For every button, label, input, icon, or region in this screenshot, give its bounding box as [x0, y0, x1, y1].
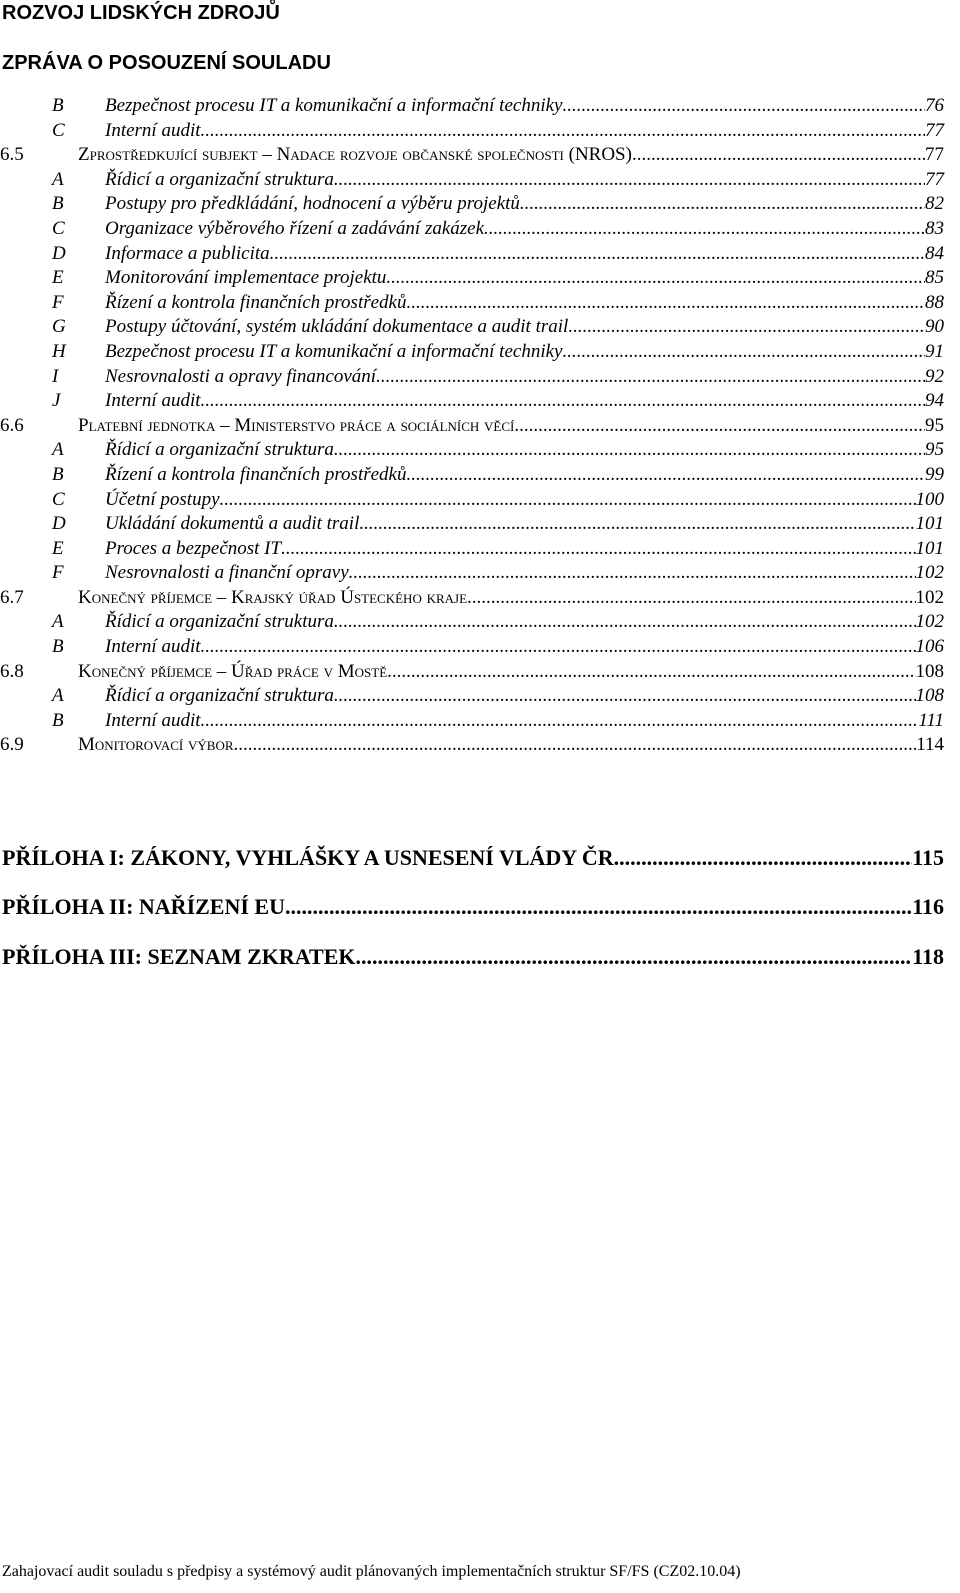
toc-subsection-entry[interactable] — [0, 315, 960, 340]
toc-subsection-entry[interactable] — [0, 242, 960, 267]
toc-page-number: 99 — [925, 463, 944, 485]
toc-leader-dots — [281, 537, 915, 562]
toc-leader-dots — [386, 266, 925, 291]
toc-subsection-entry[interactable] — [0, 389, 960, 414]
toc-entry-number: A — [52, 611, 64, 633]
toc-section-entry[interactable] — [0, 586, 960, 611]
toc-entry-title: Interní audit — [105, 390, 201, 412]
toc-entry-title: Řízení a kontrola finančních prostředků — [105, 291, 407, 313]
toc-entry-number: D — [52, 513, 66, 535]
toc-entry-number: 6.7 — [0, 586, 24, 608]
toc-leader-dots — [520, 192, 925, 217]
toc-entry-body — [105, 463, 944, 488]
toc-page-number: 83 — [925, 217, 944, 239]
toc-entry-title: Řídicí a organizační struktura — [105, 685, 334, 707]
document-subtitle: ZPRÁVA O POSOUZENÍ SOULADU — [2, 52, 331, 74]
toc-page-number: 115 — [912, 845, 944, 870]
toc-page-number: 82 — [925, 193, 944, 215]
toc-leader-dots — [201, 635, 916, 660]
toc-leader-dots — [359, 512, 915, 537]
toc-entry-body — [105, 610, 944, 635]
toc-entry-title: Bezpečnost procesu IT a komunikační a informační techniky — [105, 95, 563, 116]
toc-entry-number: G — [52, 316, 66, 338]
toc-page-number: 101 — [915, 537, 944, 559]
toc-entry-title: Postupy pro předkládání, hodnocení a výběru projektů — [105, 193, 520, 215]
toc-entry-number: 6.5 — [0, 144, 24, 166]
toc-entry-body — [78, 414, 944, 439]
toc-entry-title: Účetní postupy — [105, 488, 220, 510]
toc-leader-dots — [407, 291, 926, 316]
toc-entry-number: B — [52, 463, 64, 485]
toc-entry-body — [105, 119, 944, 144]
toc-page-number: 101 — [915, 513, 944, 535]
toc-entry-number: C — [52, 488, 65, 510]
toc-page-number: 77 — [925, 119, 944, 141]
toc-subsection-entry[interactable] — [0, 291, 960, 316]
toc-leader-dots — [387, 660, 915, 685]
toc-entry-body — [105, 192, 944, 217]
toc-annex-2[interactable] — [2, 893, 944, 921]
toc-entry-body — [105, 291, 944, 316]
toc-entry-number: 6.9 — [0, 734, 24, 756]
toc-page-number: 116 — [912, 894, 944, 919]
toc-page-number: 100 — [915, 488, 944, 510]
toc-entry-number: A — [52, 439, 64, 461]
toc-entry-title: Nesrovnalosti a finanční opravy — [105, 562, 349, 584]
toc-leader-dots — [234, 733, 917, 758]
toc-leader-dots — [407, 463, 926, 488]
toc-leader-dots — [201, 119, 925, 144]
toc-leader-dots — [334, 168, 925, 193]
toc-entry-body — [78, 733, 944, 758]
table-of-contents — [0, 94, 960, 758]
toc-leader-dots — [334, 684, 916, 709]
toc-entry-title: Konečný příjemce – Krajský úřad Ústeckého kraje — [78, 586, 468, 608]
toc-leader-dots — [355, 943, 912, 971]
toc-entry-number: I — [52, 365, 59, 387]
toc-page-number: 108 — [915, 685, 944, 707]
toc-entry-title: Konečný příjemce – Úřad práce v Mostě — [78, 660, 388, 682]
toc-entry-title: Nesrovnalosti a opravy financování — [105, 365, 377, 387]
toc-page-number: 102 — [915, 586, 944, 608]
toc-entry-title: Ukládání dokumentů a audit trail — [105, 513, 360, 535]
toc-entry-number: D — [52, 242, 66, 264]
toc-subsection-entry[interactable] — [0, 463, 960, 488]
toc-entry-number: A — [52, 685, 64, 707]
toc-page-number: 88 — [925, 291, 944, 313]
toc-entry-body — [105, 217, 944, 242]
toc-leader-dots — [568, 315, 925, 340]
toc-annex-title: PŘÍLOHA I: ZÁKONY, VYHLÁŠKY A USNESENÍ VLÁDY ČR — [2, 845, 614, 870]
toc-section-entry[interactable] — [0, 660, 960, 685]
toc-annex-title: PŘÍLOHA III: SEZNAM ZKRATEK — [2, 944, 356, 969]
toc-leader-dots — [201, 389, 925, 414]
toc-entry-title: Monitorovací výbor — [78, 734, 234, 756]
toc-leader-dots — [270, 242, 925, 267]
toc-page-number: 102 — [915, 562, 944, 584]
toc-page-number: 76 — [925, 95, 944, 116]
toc-entry-number: H — [52, 340, 66, 362]
toc-page-number: 111 — [918, 709, 944, 731]
toc-entry-body — [105, 315, 944, 340]
toc-subsection-entry[interactable] — [0, 192, 960, 217]
toc-subsection-entry[interactable] — [0, 340, 960, 365]
toc-entry-number: C — [52, 119, 65, 141]
toc-page-number: 118 — [912, 944, 944, 969]
toc-entry-body — [105, 537, 944, 562]
toc-entry-body — [105, 561, 944, 586]
toc-entry-body — [105, 365, 944, 390]
toc-subsection-entry[interactable] — [0, 488, 960, 513]
toc-leader-dots — [614, 844, 913, 872]
toc-annex-1[interactable] — [2, 844, 944, 872]
toc-page-number: 77 — [925, 144, 944, 166]
toc-entry-body — [105, 389, 944, 414]
toc-page-number: 106 — [915, 636, 944, 658]
toc-leader-dots — [285, 893, 912, 921]
toc-annex-title: PŘÍLOHA II: NAŘÍZENÍ EU — [2, 894, 285, 919]
toc-subsection-entry[interactable] — [0, 537, 960, 562]
toc-leader-dots — [632, 143, 925, 168]
toc-leader-dots — [349, 561, 916, 586]
toc-entry-number: 6.8 — [0, 660, 24, 682]
toc-section-entry[interactable] — [0, 143, 960, 168]
toc-subsection-entry[interactable] — [0, 168, 960, 193]
toc-entry-title: Informace a publicita — [105, 242, 270, 264]
toc-entry-title: Interní audit — [105, 119, 201, 141]
toc-subsection-entry[interactable] — [0, 119, 960, 144]
toc-entry-body — [105, 94, 944, 119]
toc-subsection-entry[interactable] — [0, 709, 960, 734]
toc-entry-title: Monitorování implementace projektu — [105, 267, 387, 289]
toc-leader-dots — [467, 586, 915, 611]
document-title: ROZVOJ LIDSKÝCH ZDROJŮ — [2, 2, 280, 24]
toc-subsection-entry[interactable] — [0, 512, 960, 537]
toc-page-number: 77 — [925, 168, 944, 190]
toc-section-entry[interactable] — [0, 733, 960, 758]
toc-entry-body — [105, 168, 944, 193]
toc-subsection-entry[interactable] — [0, 438, 960, 463]
toc-leader-dots — [514, 414, 925, 439]
toc-page-number: 85 — [925, 267, 944, 289]
toc-entry-title: Řízení a kontrola finančních prostředků — [105, 463, 407, 485]
toc-entry-body — [105, 242, 944, 267]
toc-entry-body — [78, 660, 944, 685]
toc-entry-title: Interní audit — [105, 709, 201, 731]
toc-page-number: 91 — [925, 340, 944, 362]
toc-subsection-entry[interactable] — [0, 94, 960, 119]
toc-entry-title: Interní audit — [105, 636, 201, 658]
toc-leader-dots — [334, 610, 916, 635]
toc-entry-body — [105, 709, 944, 734]
toc-page-number: 95 — [925, 439, 944, 461]
toc-entry-body — [78, 586, 944, 611]
toc-subsection-entry[interactable] — [0, 266, 960, 291]
toc-entry-body — [105, 488, 944, 513]
toc-entry-number: E — [52, 537, 64, 559]
toc-entry-title: Proces a bezpečnost IT — [105, 537, 282, 559]
toc-entry-title: Zprostředkující subjekt – Nadace rozvoje občanské společnosti (NROS) — [78, 144, 632, 166]
toc-entry-title: Postupy účtování, systém ukládání dokumentace a audit trail — [105, 316, 569, 338]
toc-entry-number: F — [52, 562, 64, 584]
toc-entry-number: B — [52, 193, 64, 215]
toc-subsection-entry[interactable] — [0, 610, 960, 635]
toc-page-number: 114 — [916, 734, 944, 756]
toc-leader-dots — [334, 438, 925, 463]
toc-leader-dots — [201, 709, 919, 734]
toc-entry-number: B — [52, 636, 64, 658]
toc-subsection-entry[interactable] — [0, 635, 960, 660]
toc-page-number: 92 — [925, 365, 944, 387]
toc-page-number: 90 — [925, 316, 944, 338]
toc-entry-number: C — [52, 217, 65, 239]
toc-entry-number: 6.6 — [0, 414, 24, 436]
toc-entry-number: F — [52, 291, 64, 313]
toc-entry-number: A — [52, 168, 64, 190]
toc-page-number: 95 — [925, 414, 944, 436]
toc-leader-dots — [376, 365, 925, 390]
toc-leader-dots — [484, 217, 925, 242]
toc-section-entry[interactable] — [0, 414, 960, 439]
toc-entry-body — [105, 635, 944, 660]
toc-subsection-entry[interactable] — [0, 365, 960, 390]
toc-subsection-entry[interactable] — [0, 561, 960, 586]
toc-page-number: 108 — [915, 660, 944, 682]
toc-page-number: 94 — [925, 390, 944, 412]
page-footer: Zahajovací audit souladu s předpisy a systémový audit plánovaných implementačních struktur SF/FS (CZ02.10.04) — [2, 1563, 741, 1580]
toc-entry-number: B — [52, 709, 64, 731]
toc-entry-body — [105, 266, 944, 291]
toc-subsection-entry[interactable] — [0, 684, 960, 709]
toc-entry-number: E — [52, 267, 64, 289]
toc-leader-dots — [562, 340, 925, 365]
toc-entry-title: Bezpečnost procesu IT a komunikační a informační techniky — [105, 340, 563, 362]
toc-entry-number: B — [52, 95, 64, 116]
toc-page-number: 84 — [925, 242, 944, 264]
toc-page-number: 102 — [915, 611, 944, 633]
toc-leader-dots — [562, 94, 925, 119]
toc-entry-title: Řídicí a organizační struktura — [105, 611, 334, 633]
toc-entry-body — [105, 684, 944, 709]
toc-entry-title: Řídicí a organizační struktura — [105, 439, 334, 461]
toc-subsection-entry[interactable] — [0, 217, 960, 242]
toc-entry-body — [105, 340, 944, 365]
toc-entry-number: J — [52, 390, 61, 412]
toc-entry-body — [78, 143, 944, 168]
toc-entry-title: Organizace výběrového řízení a zadávání zakázek — [105, 217, 485, 239]
toc-annex-3[interactable] — [2, 943, 944, 971]
toc-leader-dots — [220, 488, 916, 513]
toc-entry-body — [105, 438, 944, 463]
toc-entry-body — [105, 512, 944, 537]
toc-entry-title: Řídicí a organizační struktura — [105, 168, 334, 190]
toc-entry-title: Platební jednotka – Ministerstvo práce a sociálních věcí — [78, 414, 515, 436]
